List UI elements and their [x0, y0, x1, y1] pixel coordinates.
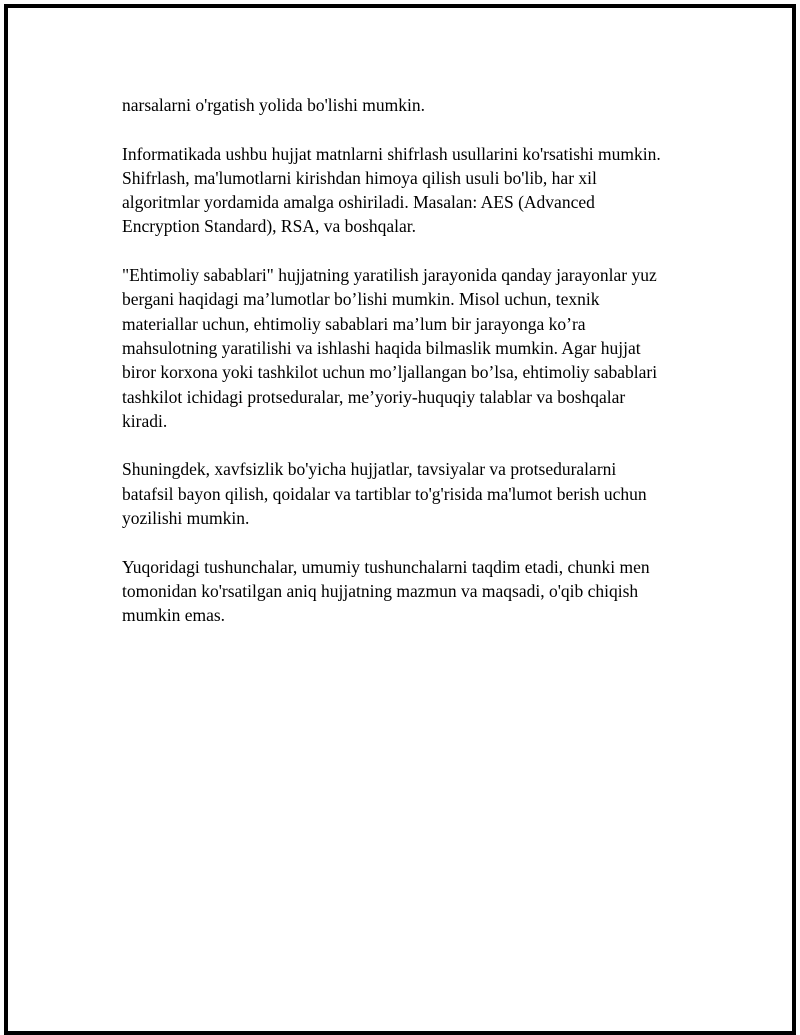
document-body — [122, 93, 712, 652]
paragraph-conclusion: Yuqoridagi tushunchalar, umumiy tushunchalarni taqdim etadi, chunki men tomonidan ko'rsatilgan aniq hujjatning mazmun va maqsadi, o'qib chiqish mumkin emas. — [122, 556, 650, 626]
paragraph-encryption: Informatikada ushbu hujjat matnlarni shifrlash usullarini ko'rsatishi mumkin. Shifrlash, ma'lumotlarni kirishdan himoya qilish usuli bo'lib, har xil algoritmlar yordamida amalga oshiriladi. Masalan: AES (Advanced Encryption Standard), RSA, va boshqalar. — [122, 143, 661, 237]
paragraph-continuation: narsalarni o'rgatish yolida bo'lishi mumkin. — [122, 95, 425, 115]
document-page — [4, 4, 796, 1035]
paragraph-possible-reasons: "Ehtimoliy sabablari" hujjatning yaratilish jarayonida qanday jarayonlar yuz bergani haqidagi ma’lumotlar bo’lishi mumkin. Misol uchun, texnik materiallar uchun, ehtimoliy sabablari ma’lum bir jarayonga ko’ra mahsulotning yaratilishi va ishlashi haqida bilmaslik mumkin. Agar hujjat biror korxona yoki tashkilot uchun mo’ljallangan bo’lsa, ehtimoliy sabablari tashkilot ichidagi protseduralar, me’yoriy-huquqiy talablar va boshqalar kiradi. — [122, 265, 658, 431]
paragraph-security-documents: Shuningdek, xavfsizlik bo'yicha hujjatlar, tavsiyalar va protseduralarni batafsil bayon qilish, qoidalar va tartiblar to'g'risida ma'lumot berish uchun yozilishi mumkin. — [122, 459, 647, 529]
